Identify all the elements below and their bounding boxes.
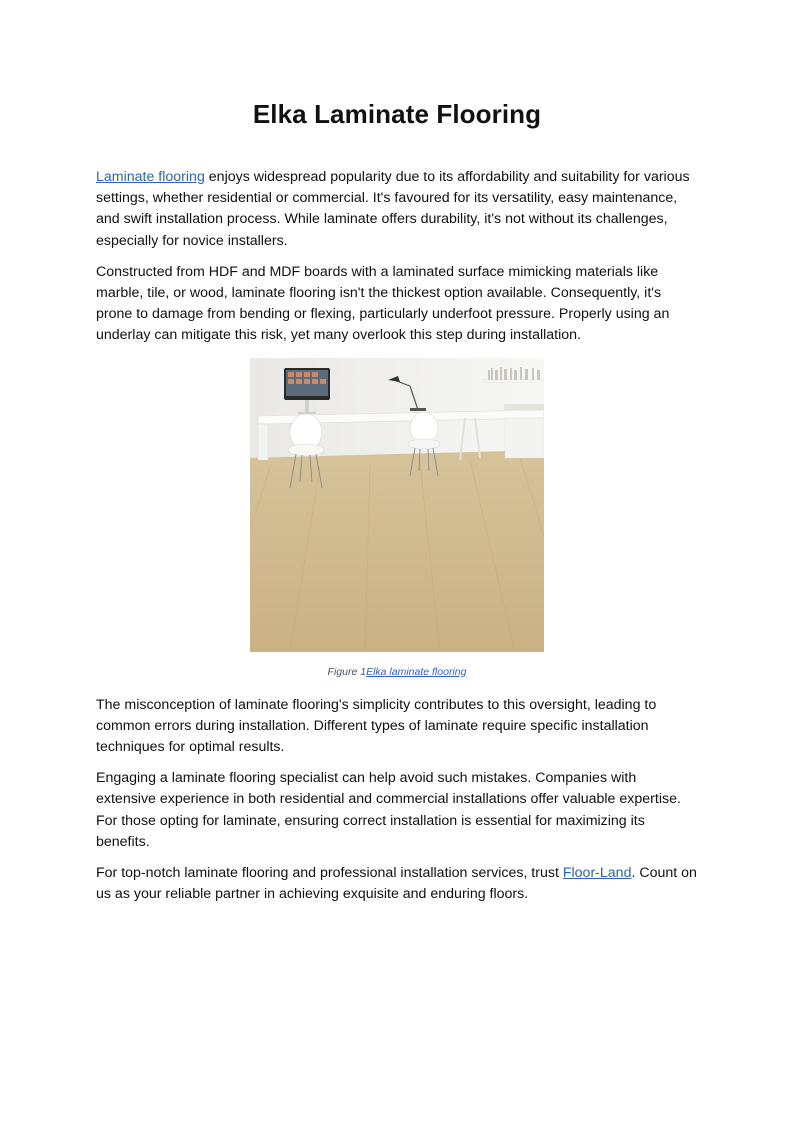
paragraph-cta-text-before: For top-notch laminate flooring and professional installation services, trust	[96, 865, 563, 882]
page-title: Elka Laminate Flooring	[252, 99, 542, 129]
floor-land-link[interactable]: Floor-Land	[562, 865, 632, 882]
document-page	[96, 96, 698, 905]
figure-caption	[96, 665, 698, 679]
laminate-flooring-link[interactable]: Laminate flooring	[96, 169, 205, 185]
paragraph-cta-text-after: . Count on us as your reliable partner in achieving exquisite and enduring floors.	[96, 865, 697, 903]
figure-caption-prefix: Figure 1	[327, 665, 367, 678]
paragraph-intro-text: enjoys widespread popularity due to its affordability and suitability for various settings, whether residential or commercial. It's favoured for its versatility, easy maintenance, and swift installation process. While laminate offers durability, it's not without its challenges, especially for novice installers.	[96, 169, 690, 249]
paragraph-specialist: Engaging a laminate flooring specialist can help avoid such mistakes. Companies with extensive experience in both residential and commercial installations offer valuable expertise. For those opting for laminate, ensuring correct installation is essential for maximizing its benefits.	[96, 770, 681, 850]
paragraph-construction: Constructed from HDF and MDF boards with a laminated surface mimicking materials like marble, tile, or wood, laminate flooring isn't the thickest option available. Consequently, it's prone to damage from bending or flexing, particularly underfoot pressure. Properly using an underlay can mitigate this risk, yet many overlook this step during installation.	[96, 263, 670, 344]
flooring-photo	[250, 358, 544, 652]
paragraph-intro	[96, 167, 698, 252]
figure-caption-link[interactable]: Elka laminate flooring	[366, 665, 467, 678]
paragraph-call-to-action	[96, 863, 698, 905]
paragraph-misconception: The misconception of laminate flooring's simplicity contributes to this oversight, leading to common errors during installation. Different types of laminate require specific installation techniques for optimal results.	[96, 696, 657, 756]
